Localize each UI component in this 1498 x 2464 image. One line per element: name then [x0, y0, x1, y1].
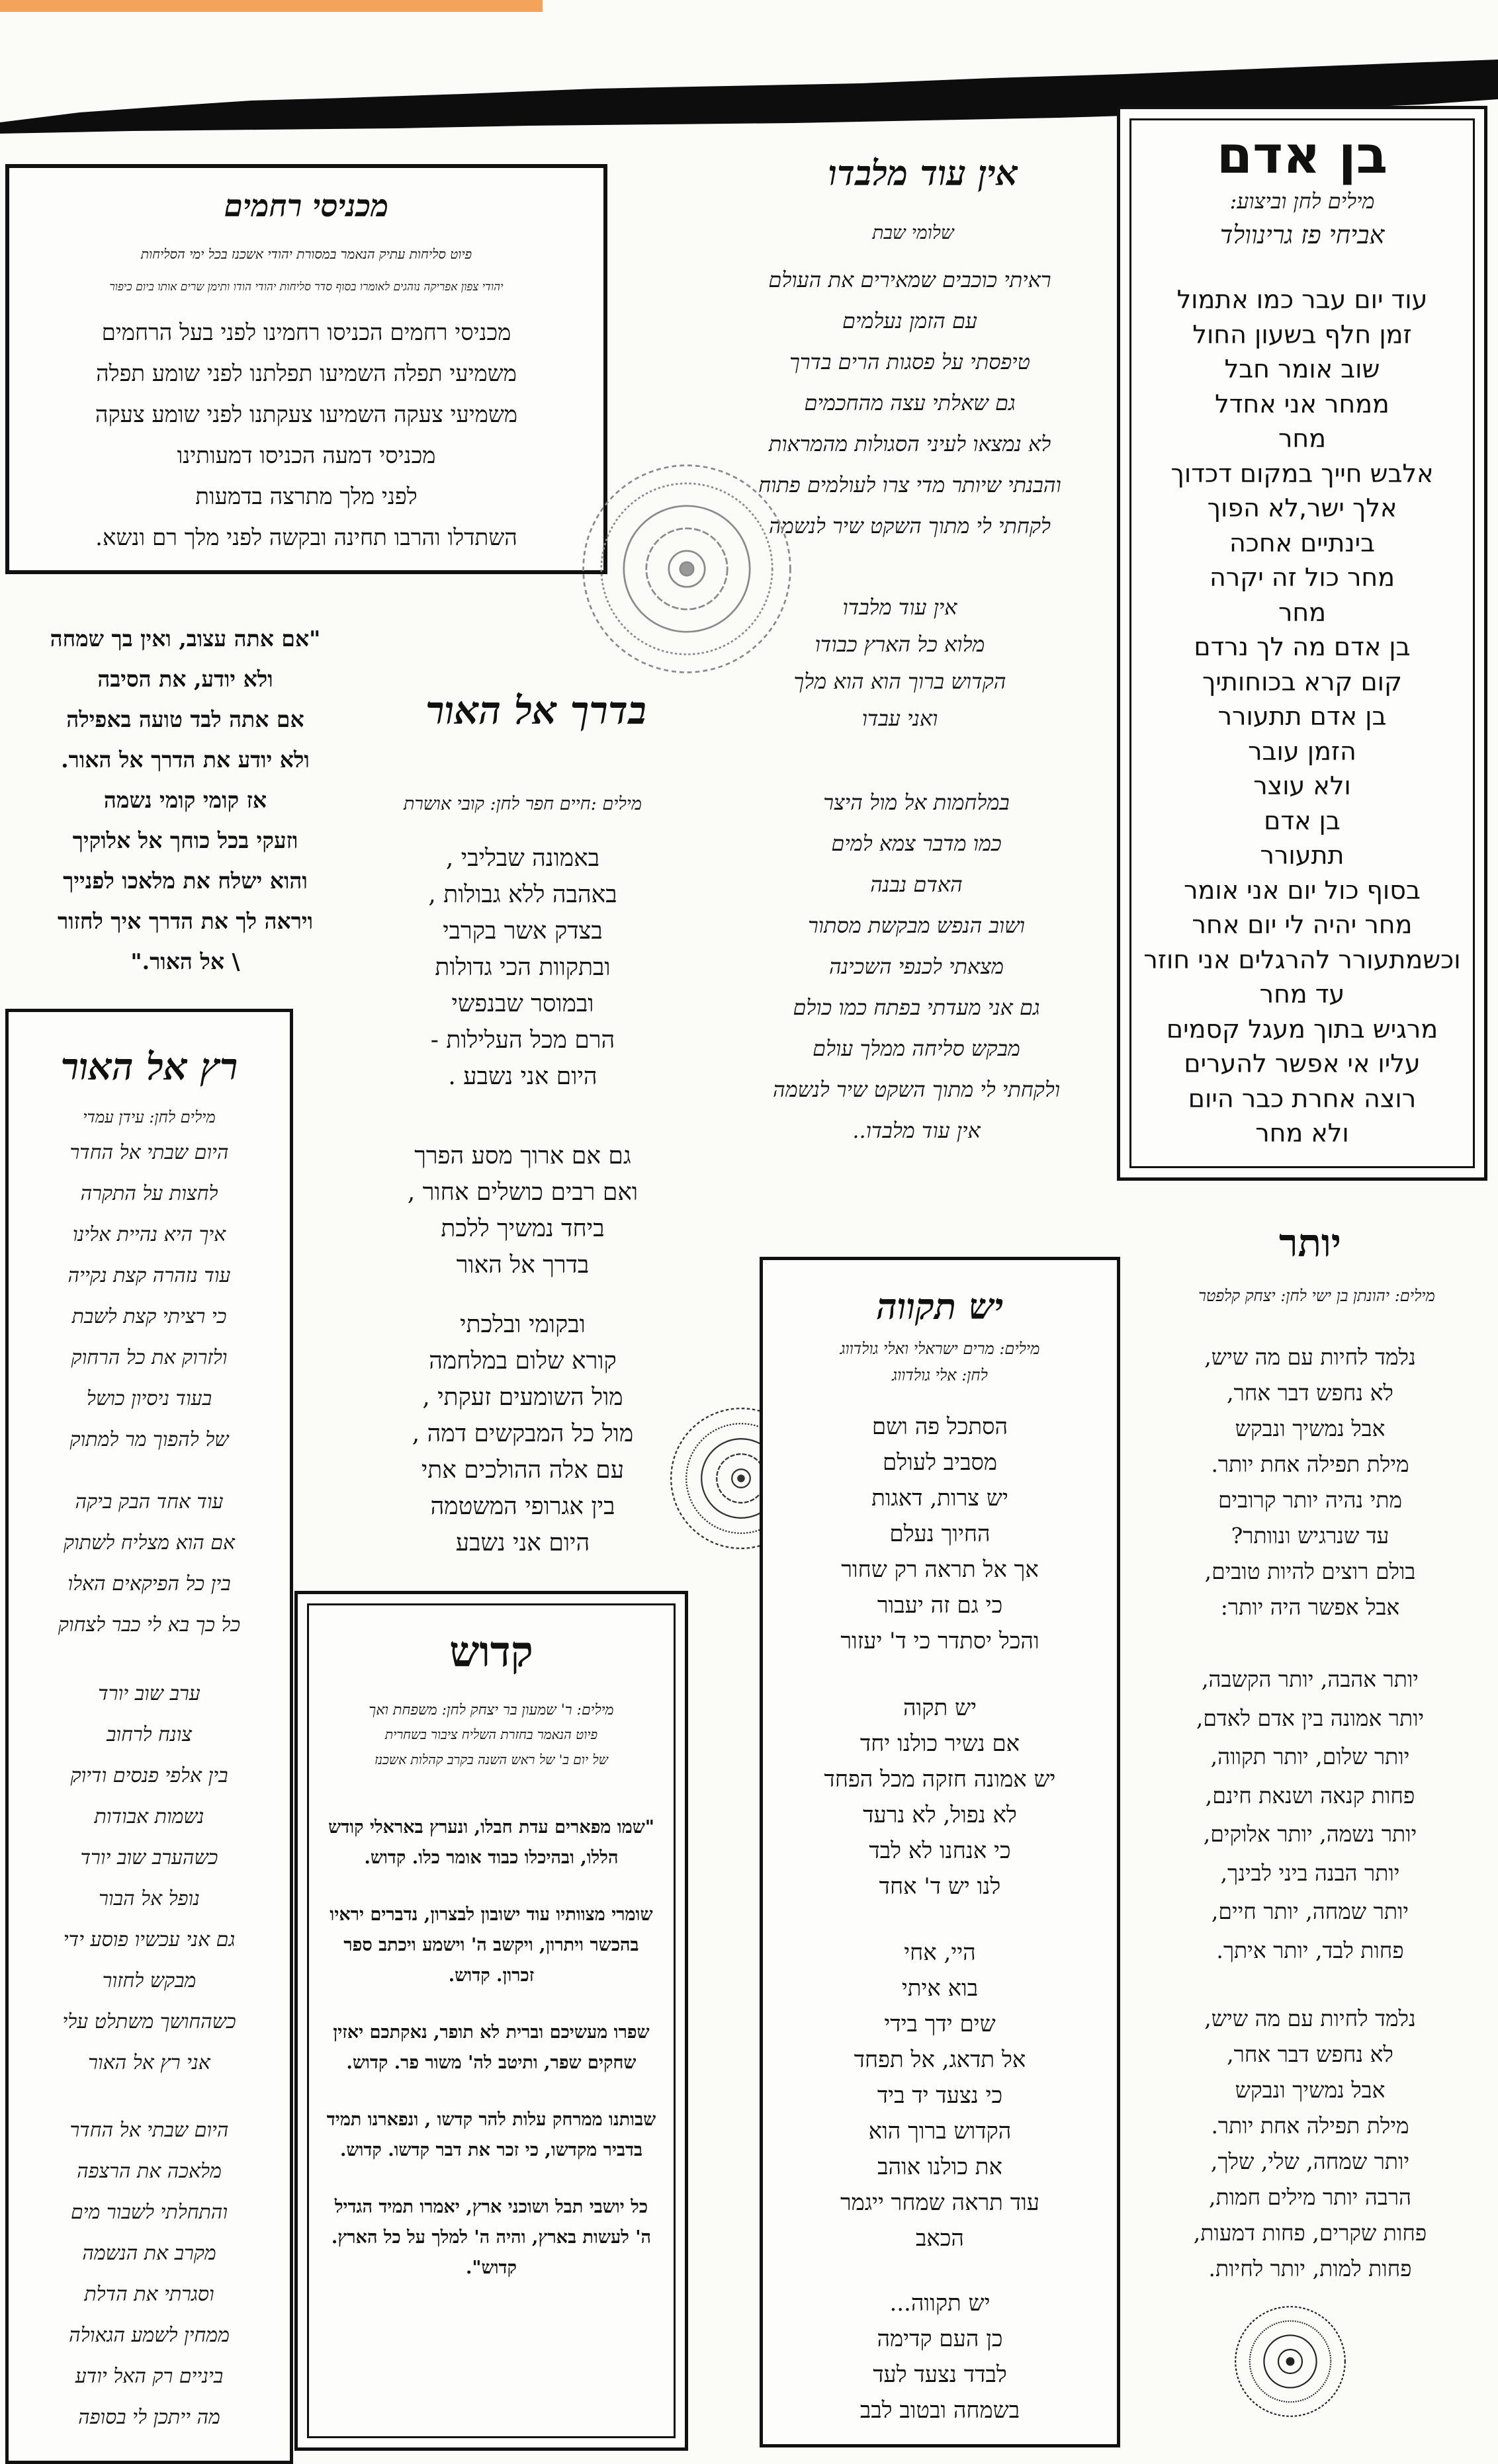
lyric-line: בשמחה ובטוב לבב	[859, 2397, 1020, 2424]
lyric-line: אם הוא מצליח לשתוק	[63, 1531, 236, 1554]
orange-strip	[0, 0, 543, 12]
lyric-line: פחות שקרים, פחות דמעות,	[1193, 2220, 1427, 2246]
ben-adam-singer: אביחי פז גרינוולד	[1219, 220, 1385, 249]
lyric-line: עוד אחד הבק ביקה	[75, 1490, 224, 1513]
ein-od-credit: שלומי שבת	[872, 222, 954, 243]
lyric-line: מחר	[1278, 424, 1327, 453]
lyric-line: מבקש סליחה ממלך עולם	[813, 1036, 1020, 1061]
kadosh-title: קדוש	[449, 1627, 533, 1677]
lyric-line: אבל אפשר היה יותר:	[1220, 1594, 1400, 1620]
lyric-line: לבדד נצעד לעד	[873, 2361, 1007, 2388]
lyric-line: רוצה אחרת כבר היום	[1188, 1083, 1417, 1113]
machnisei-lyrics	[9, 312, 603, 558]
ein-od-title: אין עוד מלבדו	[828, 153, 1018, 194]
lyric-line: הרם מכל העלילות -	[430, 1027, 615, 1054]
ben-adam-box	[1117, 106, 1487, 1181]
quote-line: והוא ישלח את מלאכו לפנייך	[63, 868, 308, 894]
lyric-line: מילת תפילה אחת יותר.	[1211, 1451, 1409, 1477]
lyric-line: נלמד לחיות עם מה שיש,	[1204, 1344, 1416, 1370]
lyric-line: הזמן עובר	[1248, 736, 1356, 766]
lyric-line: אם נשיר כולנו יחד	[859, 1730, 1020, 1757]
kadosh-box	[294, 1591, 688, 2451]
lyric-line: נשמות אבודות	[94, 1805, 204, 1828]
lyric-line: יותר אהבה, יותר הקשבה,	[1202, 1666, 1419, 1692]
lyric-line: מרגיש בתוך מעגל קסמים	[1166, 1014, 1438, 1044]
lyric-line: מחר כול זה יקרה	[1209, 563, 1395, 592]
lyric-line: לנו יש ד' אחד	[879, 1873, 1001, 1900]
lyric-line: בעוד ניסיון כושל	[86, 1387, 212, 1410]
verse-paragraph: שומרי מצוותיו עוד ישובון לבצרון, נדברים יראיו בהכשר ויתרון, ויקשב ה' וישמע ויכתב ספר זכרון. קדוש.	[330, 1904, 653, 1986]
lyric-line: כי גם זה יעבור	[877, 1592, 1003, 1619]
lyric-line: והתחלתי לשבור מים	[70, 2201, 228, 2224]
quote-line: אם אתה לבד טועה באפילה	[66, 706, 304, 732]
mandala-ornament-icon	[574, 456, 799, 681]
lyric-line: יותר נשמה, יותר אלוקים,	[1203, 1821, 1417, 1847]
verse-paragraph: שבותנו ממרחק עלות להר קדשו , ונפארנו תמיד בדביר מקדשו, כי זכר את דבר קדשו. קדוש.	[326, 2109, 656, 2160]
verse-paragraph: שפרו מעשיכם וברית לא תופר, נאקתכם יאזין שחקים שפר, ותיטב לה' משור פר. קדוש.	[333, 2022, 650, 2073]
lyric-line: ולקחתי לי מתוך השקט שיר לנשמה	[772, 1077, 1061, 1102]
lyric-line: באהבה ללא גבולות ,	[428, 881, 617, 908]
lyric-line: של להפוך מר למתוק	[69, 1428, 229, 1451]
lyric-line: ובמוסר שבנפשי	[451, 990, 594, 1017]
ratz-stanza-1	[22, 1132, 277, 1461]
lyric-line: מצאתי לכנפי השכינה	[829, 954, 1004, 979]
baderech-stanza-2	[357, 1138, 688, 1283]
lyric-line: נופל אל הבור	[99, 1887, 200, 1910]
lyric-line: לא נמצאו לעיני הסגולות מהמראות	[768, 431, 1051, 456]
lyric-line: אבל נמשיך ונבקש	[1235, 1416, 1386, 1441]
lyric-line: השתדלו והרבו תחינה ובקשה לפני מלך רם ונשא.	[95, 525, 517, 551]
lyric-line: ממחין לשמע הגאולה	[69, 2324, 230, 2347]
lyric-line: ולזרוק את כל הרחוק	[71, 1346, 228, 1369]
lyric-line: בן אדם	[1264, 806, 1341, 835]
lyric-line: אלבש חייך במקום דכדוך	[1170, 458, 1434, 488]
lyric-line: מילת תפילה אחת יותר.	[1211, 2113, 1409, 2139]
lyric-line: הרבה יותר מילים חמות,	[1208, 2184, 1412, 2210]
lyric-line: אל תדאג, אל תפחד	[854, 2047, 1026, 2073]
ein-od-chorus	[768, 589, 1032, 737]
lyric-line: הקדוש ברוך הוא	[868, 2118, 1012, 2145]
lyric-line: גם אני עכשיו פוסע ידי	[63, 1928, 236, 1951]
lyric-line: לחצות על התקרה	[80, 1182, 218, 1205]
lyric-line: טיפסתי על פסגות הרים בדרך	[789, 349, 1030, 374]
yoter-title: יותר	[1279, 1220, 1341, 1265]
lyric-line: מלאכה את הרצפה	[77, 2160, 222, 2183]
machnisei-title: מכניסי רחמים	[224, 188, 389, 224]
mandala-ornament-icon	[1231, 2302, 1350, 2421]
quote-line: ולא יודע את הדרך אל האור.	[61, 747, 310, 773]
lyric-line: כי נצעד יד ביד	[877, 2082, 1003, 2109]
lyric-line: כשהערב שוב יורד	[80, 1846, 218, 1869]
lyric-line: נלמד לחיות עם מה שיש,	[1204, 2006, 1416, 2031]
lyric-line: עם הזמן נעלמים	[842, 308, 978, 333]
lyric-line: תתעורר	[1260, 841, 1344, 870]
lyric-line: עליו אי אפשר להערים	[1184, 1049, 1421, 1078]
kadosh-credit-1: מילים: ר' שמעון בר יצחק לחן: משפחת ואך	[369, 1702, 614, 1719]
lyric-line: בוא איתי	[901, 1975, 979, 2002]
lyric-line: החיוך נעלם	[889, 1521, 991, 1547]
lyric-line: בן אדם מה לך נרדם	[1194, 632, 1411, 661]
lyric-line: כן העם קדימה	[877, 2326, 1003, 2352]
lyric-line: את כולנו אוהב	[877, 2154, 1002, 2180]
lyric-line: עם אלה ההולכים אתי	[421, 1457, 625, 1484]
lyric-line: כי רציתי קצת לשבת	[71, 1305, 227, 1328]
lyric-line: מסביב לעולם	[883, 1449, 997, 1476]
quote-line: אז קומי קומי נשמה	[103, 787, 267, 813]
baderech-credit: מילים :חיים חפר לחן: קובי אושרת	[403, 794, 642, 814]
ratz-title: רץ אל האור	[60, 1045, 238, 1089]
lyric-line: והכל יסתדר כי ד' יעזור	[840, 1628, 1039, 1654]
yesh-tikva-stanza-3	[763, 1935, 1117, 2256]
lyric-line: הסתכל פה ושם	[871, 1414, 1008, 1440]
lyric-line: מכניסי דמעה הכניסו דמעותינו	[177, 443, 436, 469]
lyric-line: בינתיים אחכה	[1229, 528, 1376, 558]
lyric-line: לפני מלך מתרצה בדמעות	[195, 484, 418, 510]
lyric-line: עד שנרגיש ונוותר?	[1231, 1523, 1389, 1549]
lyric-line: פחות למות, יותר לחיות.	[1208, 2256, 1412, 2281]
quote-line: ולא יודע, את הסיבה	[97, 666, 273, 692]
lyric-line: איך היא נהיית אלינו	[72, 1223, 226, 1246]
machnisei-rachamim-box	[5, 164, 607, 574]
yoter-stanza-3	[1138, 2001, 1482, 2287]
lyric-line: בן אדם תתעורר	[1217, 702, 1387, 731]
lyric-line: ערב שוב יורד	[98, 1682, 200, 1705]
lyric-line: כל כך בא לי כבר לצחוק	[58, 1613, 241, 1636]
yoter-credit: מילים: יהונתן בן ישי לחן: יצחק קלפטר	[1198, 1287, 1435, 1305]
verse-paragraph: כל יושבי תבל ושוכני ארץ, יאמרו תמיד הגדיל ה' לעשות בארץ, והיה ה' למלך על כל הארץ. קדוש".	[331, 2197, 652, 2278]
lyric-line: משמיעי צעקה השמיעו צעקתנו לפני שומע צעקה	[95, 402, 518, 428]
lyric-line: וכשמתעורר להרגלים אני חוזר	[1143, 945, 1461, 974]
lyric-line: קורא שלום במלחמה	[429, 1347, 617, 1375]
yesh-tikva-credit-1: מילים: מרים ישראלי ואלי גולדווג	[840, 1339, 1040, 1358]
lyric-line: גם שאלתי עצה מהחכמים	[804, 390, 1016, 415]
lyric-line: מתי נהיה יותר קרובים	[1217, 1487, 1403, 1513]
ratz-stanza-2	[22, 1482, 277, 1646]
lyric-line: והבנתי שיותר מדי צרו לעולמים פתוח	[758, 472, 1061, 497]
lyric-line: בדרך אל האור	[456, 1252, 590, 1279]
yesh-tikva-box	[760, 1257, 1120, 2447]
lyric-line: יותר הבנה ביני לבינך,	[1220, 1859, 1400, 1886]
lyric-line: אני רץ אל האור	[88, 2051, 210, 2074]
lyric-line: ובקומי ובלכתי	[460, 1311, 586, 1338]
lyric-line: מול כל המבקשים דמה ,	[412, 1420, 634, 1447]
lyric-line: ממחר אני אחדל	[1215, 389, 1389, 419]
machnisei-note-2: יהודי צפון אפריקה נוהגים לאומרו בסוף סדר סליחות יהודי הודו ותימן שרים אותו ביום כיפור	[109, 280, 504, 294]
lyric-line: הכאב	[916, 2225, 964, 2252]
lyric-line: יותר שמחה, שלי, שלך,	[1210, 2148, 1410, 2174]
lyric-line: פחות לבד, יותר איתך.	[1216, 1937, 1404, 1963]
lyric-line: קום קרא בכוחותיך	[1202, 667, 1402, 697]
lyric-line: מול השומעים זעקתי ,	[422, 1384, 623, 1411]
yesh-tikva-title: יש תקווה	[876, 1285, 1004, 1328]
lyric-line: בסוף כול יום אני אומר	[1184, 875, 1421, 905]
lyric-line: יותר אמונה בין אדם לאדם,	[1196, 1705, 1425, 1731]
lyric-line: ואם רבים כושלים אחור ,	[407, 1179, 639, 1206]
lyric-line: יותר שמחה, יותר חיים,	[1211, 1898, 1409, 1924]
lyric-line: עוד תראה שמחר ייגמר	[840, 2189, 1040, 2216]
kadosh-credit-2: פיוט הנאמר בחזרת השליח ציבור בשחרית	[384, 1726, 598, 1742]
ben-adam-title: בן אדם	[1216, 126, 1388, 185]
lyric-line: מה ייתכן לי בסופה	[78, 2406, 220, 2429]
lyric-line: עד מחר	[1259, 980, 1345, 1009]
ben-adam-lyrics	[1120, 282, 1484, 1151]
lyric-line: יש צרות, דאגות	[871, 1485, 1008, 1511]
lyric-line: היום אני נשבע	[455, 1529, 590, 1556]
verse-paragraph: "שמו מפארים עדת חבלו, ונערץ באראלי קודש הללו, ובהיכלו כבוד אומר כלו. קדוש.	[328, 1817, 654, 1868]
baderech-stanza-3	[357, 1306, 688, 1561]
lyric-line: כי אנחנו לא לבד	[869, 1838, 1011, 1864]
lyric-line: בולם רוצים להיות טובים,	[1204, 1558, 1416, 1584]
lyric-line: עוד יום עבר כמו אתמול	[1176, 285, 1428, 314]
lyric-line: מחר יהיה לי יום אחר	[1192, 910, 1413, 939]
lyric-line: אין עוד מלבדו..	[852, 1118, 981, 1143]
lyric-line: יותר שלום, יותר תקווה,	[1210, 1744, 1410, 1769]
ratz-stanza-3	[22, 1674, 277, 2084]
lyric-line: פחות קנאה ושנאת חינם,	[1205, 1782, 1415, 1808]
baderech-stanza-1	[357, 840, 688, 1095]
lyric-line: משמיעי תפלה השמיעו תפלתנו לפני שומע תפלה	[96, 361, 517, 387]
lyric-line: יש תקווה...	[889, 2290, 991, 2316]
lyric-line: ביניים רק האל יודע	[75, 2365, 224, 2388]
lyric-line: לא נפול, לא נרעד	[863, 1802, 1017, 1828]
lyric-line: ואני עבדו	[861, 706, 938, 731]
lyric-line: הקדוש ברוך הוא הוא מלך	[793, 669, 1006, 694]
lyric-line: אין עוד מלבדו	[842, 595, 957, 620]
lyric-line: מבקש לחזור	[102, 1969, 197, 1992]
lyric-line: במלחמות אל מול היצר	[823, 790, 1010, 815]
kadosh-verses	[324, 1812, 658, 2310]
ben-adam-credit: מילים לחן וביצוע:	[1229, 189, 1375, 214]
lyric-line: לקחתי לי מתוך השקט שיר לנשמה	[769, 513, 1051, 538]
lyric-line: בין כל הפיקאים האלו	[67, 1572, 231, 1595]
lyric-line: האדם נבנה	[870, 872, 963, 897]
lyric-line: בין אגרופי המשטמה	[430, 1493, 615, 1520]
ratz-stanza-4	[22, 2110, 277, 2438]
yesh-tikva-credit-2: לחן: אלי גולדווג	[892, 1366, 988, 1384]
lyric-line: גם אם ארוך מסע הפרך	[414, 1142, 631, 1169]
lyric-line: צונח לרחוב	[106, 1723, 193, 1746]
quote-line: ויראה לך את הדרך איך לחזור	[57, 908, 314, 934]
quote-line: וזעקי בכל כוחך אל אלוקיך	[72, 828, 298, 853]
lyric-line: אלך ישר,לא הפוך	[1207, 493, 1397, 523]
ratz-el-haor-box	[5, 1009, 293, 2464]
lyric-line: היום שבתי אל החדר	[69, 2119, 229, 2142]
lyric-line: באמונה שבליבי ,	[445, 845, 600, 872]
lyric-line: כמו מדבר צמא למים	[831, 831, 1002, 856]
lyric-line: וסגרתי את הדלת	[84, 2283, 214, 2306]
lyric-line: מקרב את הנשמה	[82, 2242, 216, 2265]
lyric-line: מלוא כל הארץ כבודו	[815, 632, 985, 657]
ein-od-stanza-3	[734, 782, 1098, 1151]
lyric-line: יש אמונה חזקה מכל הפחד	[824, 1766, 1056, 1793]
lyric-line: ולא עוצר	[1253, 771, 1351, 800]
lyric-line: עוד נזהרה קצת נקייה	[67, 1264, 231, 1287]
yesh-tikva-stanza-4	[763, 2285, 1117, 2428]
quote-text	[0, 618, 371, 982]
baderech-title: בדרך אל האור	[425, 688, 646, 733]
lyric-line: שים ידך בידי	[884, 2011, 996, 2037]
ratz-credit: מילים לחן: עידן עמדי	[83, 1108, 216, 1126]
lyric-line: ביחד נמשיך ללכת	[441, 1215, 605, 1242]
lyric-line: מחר	[1278, 597, 1327, 627]
yoter-chorus	[1138, 1660, 1482, 1970]
quote-line: \ אל האור."	[130, 949, 240, 974]
lyric-line: היי, אחי	[904, 1939, 976, 1966]
quote-line: "אם אתה עצוב, ואין בך שמחה	[50, 626, 321, 652]
yesh-tikva-stanza-1	[763, 1409, 1117, 1659]
lyric-line: היום אני נשבע .	[448, 1063, 597, 1090]
lyric-line: מכניסי רחמים הכניסו רחמינו לפני בעל הרחמים	[101, 319, 511, 346]
lyric-line: לא נחפש דבר אחר,	[1227, 1380, 1393, 1406]
lyric-line: אך אל תראה רק שחור	[841, 1556, 1039, 1583]
kadosh-credit-3: של יום ב' של ראש השנה בקרב קהלות אשכנז	[374, 1752, 608, 1767]
lyric-line: בין אלפי פנסים ודיוק	[70, 1764, 228, 1787]
lyric-line: ושוב הנפש מבקשת מסתור	[808, 913, 1025, 938]
lyric-line: גם אני מעדתי בפתח כמו כולם	[793, 995, 1040, 1020]
lyric-line: כשהחושך משתלט עלי	[62, 2010, 236, 2033]
lyric-line: זמן חלף בשעון החול	[1192, 319, 1412, 349]
lyric-line: היום שבתי אל החדר	[69, 1141, 229, 1164]
machnisei-note-1: פיוט סליחות עתיק הנאמר במסורת יהודי אשכנז בכל ימי הסליחות	[140, 246, 472, 262]
yoter-stanza-1	[1138, 1339, 1482, 1625]
lyric-line: ולא מחר	[1255, 1119, 1349, 1148]
lyric-line: שוב אומר חבל	[1224, 355, 1380, 384]
lyric-line: בצדק אשר בקרבי	[443, 917, 603, 945]
lyric-line: לא נחפש דבר אחר,	[1227, 2041, 1393, 2067]
lyric-line: ראיתי כוכבים שמאירים את העולם	[768, 267, 1051, 292]
lyric-line: ובתקוות הכי גדולות	[435, 954, 611, 981]
lyric-line: יש תקוה	[903, 1695, 977, 1721]
yesh-tikva-chorus	[763, 1690, 1117, 1904]
lyric-line: אבל נמשיך ונבקש	[1235, 2077, 1386, 2103]
